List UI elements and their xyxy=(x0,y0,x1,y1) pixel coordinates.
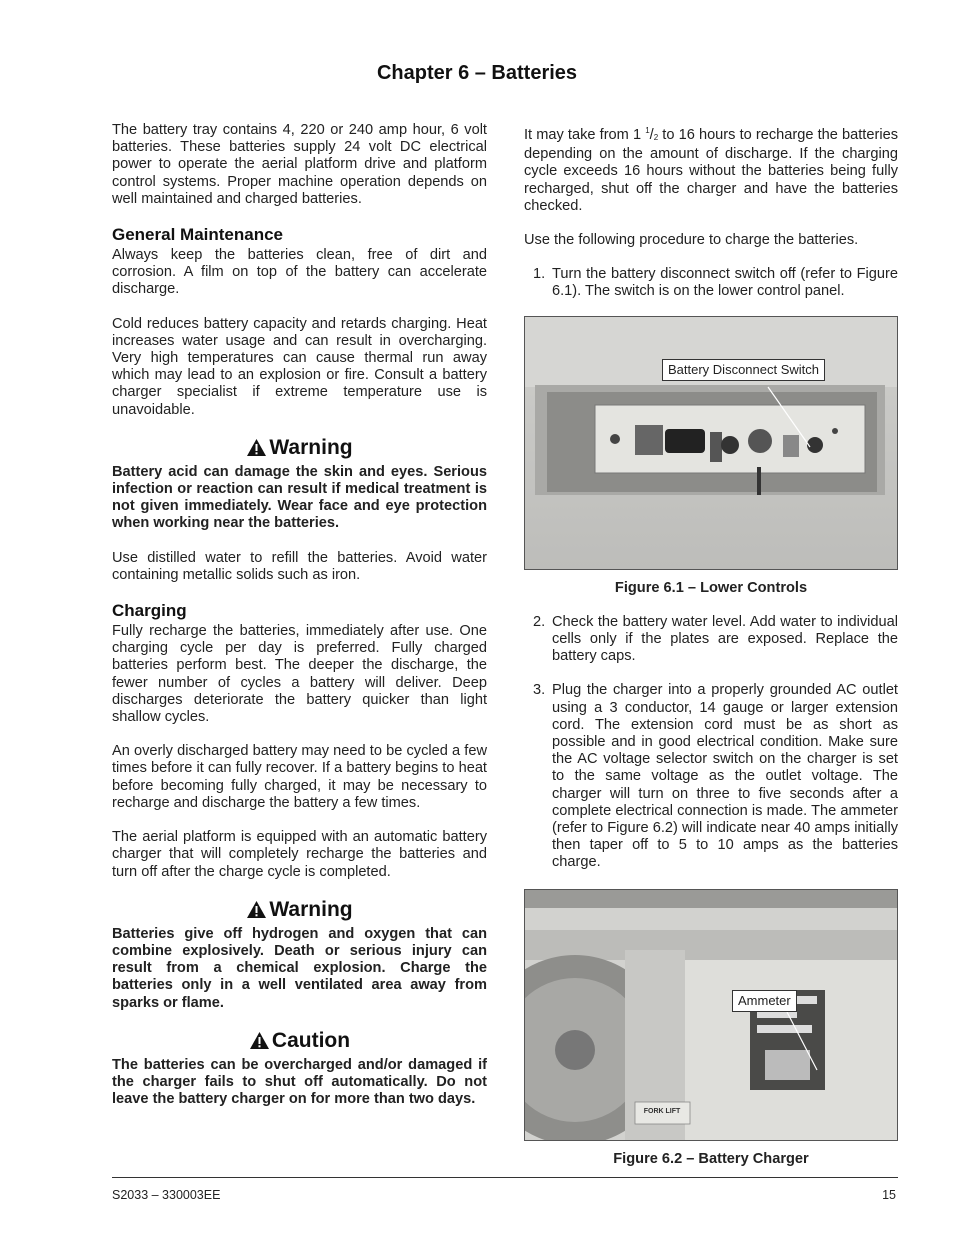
caution-heading-text: Caution xyxy=(271,1028,351,1052)
general-maintenance-heading: General Maintenance xyxy=(112,225,284,245)
battery-charger-photo xyxy=(525,890,897,1140)
ammeter-label: Ammeter xyxy=(732,990,797,1012)
lower-controls-photo xyxy=(525,317,897,569)
recharge-text-a: It may take from 1 xyxy=(524,127,646,143)
right-column xyxy=(524,122,898,1168)
charging-heading: Charging xyxy=(112,601,187,621)
caution-triangle-icon xyxy=(249,1031,270,1050)
recharge-text-b: to 16 hours to recharge the batteries depending on the amount of discharge. If the charging cycle exceeds 16 hours without the batteries being fully recharged, shut off the charger and have the batteries checked. xyxy=(524,127,898,214)
battery-disconnect-switch-label: Battery Disconnect Switch xyxy=(662,359,825,381)
chapter-title: Chapter 6 – Batteries xyxy=(376,62,578,84)
warning-heading-2-text: Warning xyxy=(269,897,353,921)
fork-lift-plate-text: FORK LIFT xyxy=(643,1107,681,1115)
step-1-text: Turn the battery disconnect switch off (refer to Figure 6.1). The switch is on the lower control panel. xyxy=(552,266,898,300)
step-1-number: 1. xyxy=(533,266,546,283)
charging-paragraph-2: An overly discharged battery may need to be cycled a few times before it can fully recover. If a battery begins to heat before becoming fully charged, it may be necessary to recharge and discharge the battery a few times. xyxy=(112,743,487,811)
warning-heading-1-text: Warning xyxy=(269,435,353,459)
step-2 xyxy=(524,614,898,666)
figure-2-caption: Figure 6.2 – Battery Charger xyxy=(613,1150,809,1167)
figure-battery-charger xyxy=(524,889,898,1141)
figure-lower-controls xyxy=(524,316,898,570)
warning-triangle-icon xyxy=(246,900,267,919)
charging-paragraph-3: The aerial platform is equipped with an automatic battery charger that will completely recharge the batteries and turn off after the charge cycle is completed. xyxy=(112,829,487,880)
warning-text-2: Batteries give off hydrogen and oxygen that can combine explosively. Death or serious injury can result from a chemical explosion. Charge the batteries only in a well ventilated area away from sparks or flame. xyxy=(112,925,487,1011)
caution-text: The batteries can be overcharged and/or damaged if the charger fails to shut off automatically. Do not leave the battery charger on for more than two days. xyxy=(112,1056,487,1108)
warning-text-1: Battery acid can damage the skin and eyes. Serious infection or reaction can result if medical treatment is not given immediately. Wear face and eye protection when working near the batteries. xyxy=(112,463,487,532)
fraction-numerator: 1 xyxy=(645,126,650,135)
caution-heading xyxy=(112,1029,487,1053)
maintenance-paragraph-2: Cold reduces battery capacity and retards charging. Heat increases water usage and can result in overcharging. Very high temperatures can cause thermal run away which may lead to an explosion or fire. Consult a battery charger specialist if extreme temperature use is unavoidable. xyxy=(112,315,487,418)
warning-triangle-icon xyxy=(246,438,267,457)
step-2-number: 2. xyxy=(533,613,546,630)
procedure-intro: Use the following procedure to charge the batteries. xyxy=(524,232,859,249)
step-3-number: 3. xyxy=(533,682,546,699)
charging-paragraph-1: Fully recharge the batteries, immediately after use. One charging cycle per day is preferred. Fully charged batteries perform best. The deeper the discharge, the fewer number of cycles a battery will deliver. Deep discharges deteriorate the battery quicker than light shallow cycles. xyxy=(112,623,487,726)
fraction-denominator: 2 xyxy=(653,133,659,142)
step-3 xyxy=(524,682,898,871)
intro-paragraph: The battery tray contains 4, 220 or 240 amp hour, 6 volt batteries. These batteries supply 24 volt DC electrical power to operate the aerial platform drive and platform control systems. Proper machine operation depends on well maintained and charged batteries. xyxy=(112,122,487,207)
maintenance-paragraph-1: Always keep the batteries clean, free of dirt and corrosion. A film on top of the battery can accelerate discharge. xyxy=(112,247,487,298)
water-note-paragraph: Use distilled water to refill the batteries. Avoid water containing metallic solids such as iron. xyxy=(112,549,487,583)
left-column xyxy=(112,122,487,1125)
step-2-text: Check the battery water level. Add water to individual cells only if the plates are exposed. Replace the battery caps. xyxy=(552,613,898,665)
step-1 xyxy=(524,266,898,300)
footer-page-number: 15 xyxy=(882,1188,896,1202)
footer-rule xyxy=(112,1177,898,1178)
step-3-text: Plug the charger into a properly grounded AC outlet using a 3 conductor, 14 gauge or larger extension cord. The extension cord must be as short as possible and in good electrical condition. Make sure the AC voltage selector switch on the charger is set to the same voltage as the outlet voltage. The charger will turn on three to five seconds after a complete electrical connection is made. The ammeter (refer to Figure 6.2) will indicate near 40 amps initially then taper off to 5 to 10 amps as the batteries charge. xyxy=(552,682,898,871)
warning-heading-2 xyxy=(112,898,487,922)
procedure-steps-part2 xyxy=(524,614,898,872)
footer-doc-id: S2033 – 330003EE xyxy=(112,1188,221,1202)
procedure-steps-part1 xyxy=(524,266,898,300)
warning-heading-1 xyxy=(112,436,487,460)
recharge-time-paragraph: It may take from 1 $^1/_2$ to 16 hours to recharge the batteries depending on the amount of discharge. If the charging cycle exceeds 16 hours without the batteries being fully recharged, shut off the charger and have the batteries checked. xyxy=(524,126,898,214)
figure-1-caption: Figure 6.1 – Lower Controls xyxy=(614,579,808,596)
